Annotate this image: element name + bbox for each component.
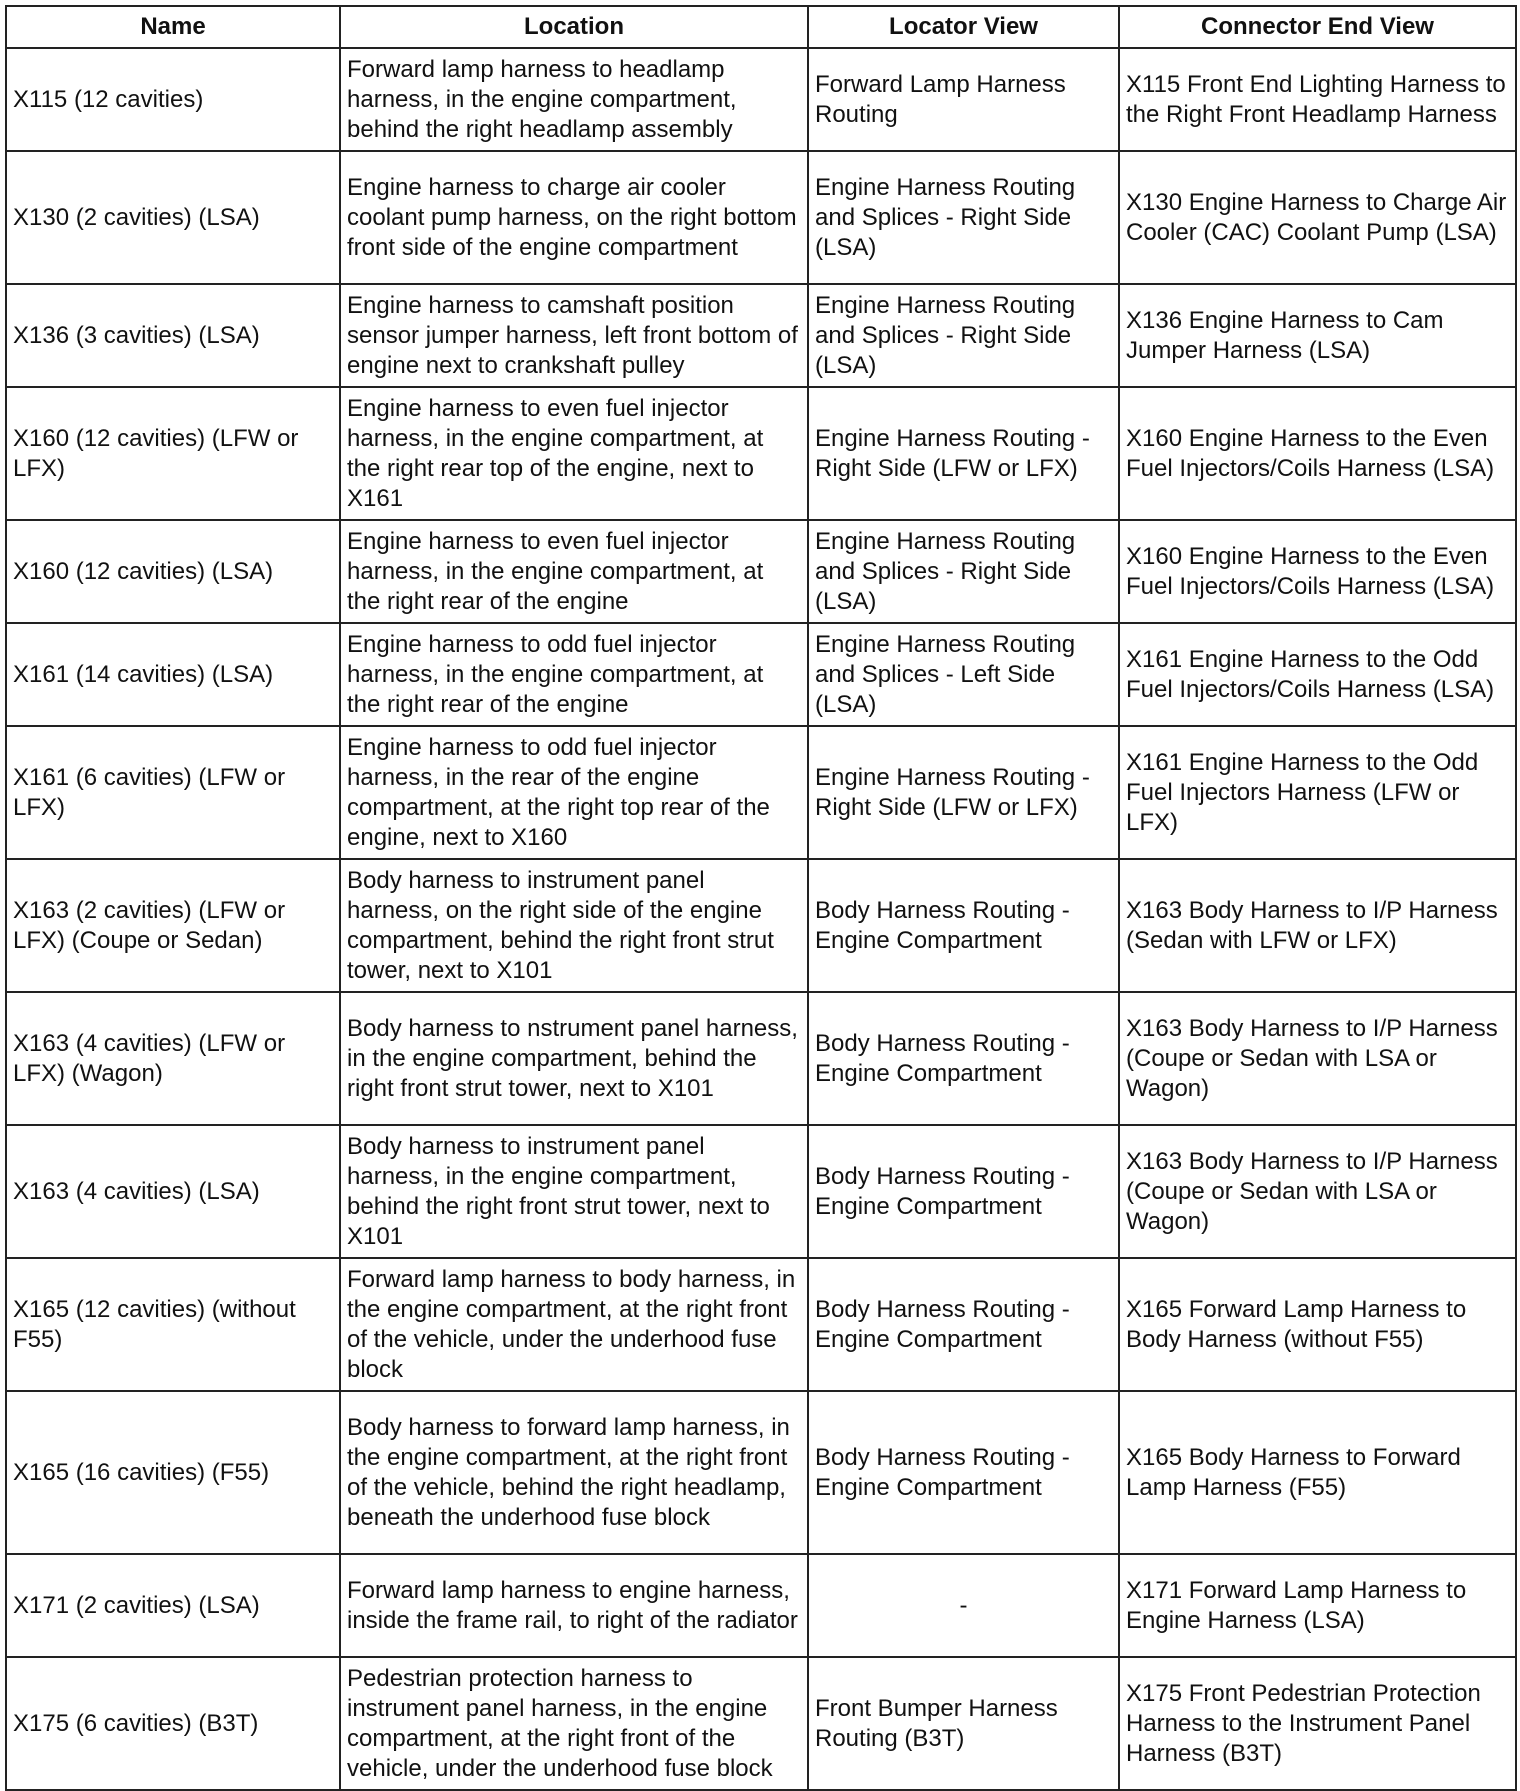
cell-locator-view: Engine Harness Routing and Splices - Right Side (LSA) <box>808 151 1119 284</box>
cell-connector-end-view: X160 Engine Harness to the Even Fuel Injectors/Coils Harness (LSA) <box>1119 520 1516 623</box>
cell-location: Engine harness to even fuel injector harness, in the engine compartment, at the right rear of the engine <box>340 520 808 623</box>
cell-location: Engine harness to camshaft position sensor jumper harness, left front bottom of engine next to crankshaft pulley <box>340 284 808 387</box>
cell-name: X115 (12 cavities) <box>6 48 340 151</box>
table-row <box>6 1657 1516 1790</box>
table-row <box>6 1125 1516 1258</box>
cell-location: Body harness to forward lamp harness, in the engine compartment, at the right front of the vehicle, behind the right headlamp, beneath the underhood fuse block <box>340 1391 808 1554</box>
cell-locator-view: Body Harness Routing - Engine Compartment <box>808 1391 1119 1554</box>
cell-locator-view: Body Harness Routing - Engine Compartment <box>808 992 1119 1125</box>
cell-locator-view: Engine Harness Routing and Splices - Right Side (LSA) <box>808 520 1119 623</box>
header-name: Name <box>6 6 340 48</box>
cell-connector-end-view: X163 Body Harness to I/P Harness (Coupe or Sedan with LSA or Wagon) <box>1119 1125 1516 1258</box>
table-row <box>6 992 1516 1125</box>
table-row <box>6 284 1516 387</box>
table-row <box>6 1258 1516 1391</box>
cell-connector-end-view: X130 Engine Harness to Charge Air Cooler (CAC) Coolant Pump (LSA) <box>1119 151 1516 284</box>
cell-location: Engine harness to odd fuel injector harness, in the rear of the engine compartment, at the right top rear of the engine, next to X160 <box>340 726 808 859</box>
cell-connector-end-view: X171 Forward Lamp Harness to Engine Harness (LSA) <box>1119 1554 1516 1657</box>
cell-location: Forward lamp harness to engine harness, inside the frame rail, to right of the radiator <box>340 1554 808 1657</box>
cell-name: X161 (14 cavities) (LSA) <box>6 623 340 726</box>
cell-locator-view: - <box>808 1554 1119 1657</box>
header-location: Location <box>340 6 808 48</box>
connector-table <box>5 5 1517 1791</box>
cell-connector-end-view: X175 Front Pedestrian Protection Harness to the Instrument Panel Harness (B3T) <box>1119 1657 1516 1790</box>
cell-locator-view: Engine Harness Routing - Right Side (LFW or LFX) <box>808 726 1119 859</box>
table-row <box>6 1554 1516 1657</box>
table-row <box>6 726 1516 859</box>
cell-locator-view: Body Harness Routing - Engine Compartment <box>808 1258 1119 1391</box>
cell-locator-view: Engine Harness Routing - Right Side (LFW or LFX) <box>808 387 1119 520</box>
cell-location: Forward lamp harness to headlamp harness, in the engine compartment, behind the right headlamp assembly <box>340 48 808 151</box>
cell-location: Body harness to instrument panel harness, on the right side of the engine compartment, behind the right front strut tower, next to X101 <box>340 859 808 992</box>
header-row <box>6 6 1516 48</box>
table-row <box>6 859 1516 992</box>
header-connector-end-view: Connector End View <box>1119 6 1516 48</box>
cell-locator-view: Front Bumper Harness Routing (B3T) <box>808 1657 1119 1790</box>
cell-name: X175 (6 cavities) (B3T) <box>6 1657 340 1790</box>
table-row <box>6 623 1516 726</box>
cell-connector-end-view: X160 Engine Harness to the Even Fuel Injectors/Coils Harness (LSA) <box>1119 387 1516 520</box>
cell-location: Engine harness to charge air cooler coolant pump harness, on the right bottom front side of the engine compartment <box>340 151 808 284</box>
cell-name: X160 (12 cavities) (LFW or LFX) <box>6 387 340 520</box>
cell-connector-end-view: X136 Engine Harness to Cam Jumper Harness (LSA) <box>1119 284 1516 387</box>
cell-connector-end-view: X161 Engine Harness to the Odd Fuel Injectors Harness (LFW or LFX) <box>1119 726 1516 859</box>
cell-name: X163 (2 cavities) (LFW or LFX) (Coupe or Sedan) <box>6 859 340 992</box>
cell-name: X136 (3 cavities) (LSA) <box>6 284 340 387</box>
cell-locator-view: Engine Harness Routing and Splices - Right Side (LSA) <box>808 284 1119 387</box>
document-page <box>5 5 1515 1791</box>
cell-name: X171 (2 cavities) (LSA) <box>6 1554 340 1657</box>
cell-connector-end-view: X165 Forward Lamp Harness to Body Harness (without F55) <box>1119 1258 1516 1391</box>
cell-location: Forward lamp harness to body harness, in the engine compartment, at the right front of the vehicle, under the underhood fuse block <box>340 1258 808 1391</box>
cell-locator-view: Body Harness Routing - Engine Compartment <box>808 1125 1119 1258</box>
header-locator-view: Locator View <box>808 6 1119 48</box>
cell-location: Body harness to nstrument panel harness, in the engine compartment, behind the right front strut tower, next to X101 <box>340 992 808 1125</box>
cell-location: Engine harness to odd fuel injector harness, in the engine compartment, at the right rear of the engine <box>340 623 808 726</box>
cell-connector-end-view: X115 Front End Lighting Harness to the Right Front Headlamp Harness <box>1119 48 1516 151</box>
cell-name: X160 (12 cavities) (LSA) <box>6 520 340 623</box>
table-row <box>6 520 1516 623</box>
cell-name: X163 (4 cavities) (LSA) <box>6 1125 340 1258</box>
table-row <box>6 387 1516 520</box>
cell-name: X165 (16 cavities) (F55) <box>6 1391 340 1554</box>
cell-name: X163 (4 cavities) (LFW or LFX) (Wagon) <box>6 992 340 1125</box>
cell-connector-end-view: X165 Body Harness to Forward Lamp Harness (F55) <box>1119 1391 1516 1554</box>
cell-connector-end-view: X163 Body Harness to I/P Harness (Coupe or Sedan with LSA or Wagon) <box>1119 992 1516 1125</box>
cell-locator-view: Body Harness Routing - Engine Compartment <box>808 859 1119 992</box>
cell-location: Body harness to instrument panel harness, in the engine compartment, behind the right front strut tower, next to X101 <box>340 1125 808 1258</box>
cell-connector-end-view: X163 Body Harness to I/P Harness (Sedan with LFW or LFX) <box>1119 859 1516 992</box>
cell-name: X161 (6 cavities) (LFW or LFX) <box>6 726 340 859</box>
cell-location: Engine harness to even fuel injector harness, in the engine compartment, at the right rear top of the engine, next to X161 <box>340 387 808 520</box>
table-row <box>6 1391 1516 1554</box>
cell-name: X165 (12 cavities) (without F55) <box>6 1258 340 1391</box>
cell-connector-end-view: X161 Engine Harness to the Odd Fuel Injectors/Coils Harness (LSA) <box>1119 623 1516 726</box>
cell-location: Pedestrian protection harness to instrument panel harness, in the engine compartment, at the right front of the vehicle, under the underhood fuse block <box>340 1657 808 1790</box>
table-row <box>6 48 1516 151</box>
table-row <box>6 151 1516 284</box>
cell-locator-view: Forward Lamp Harness Routing <box>808 48 1119 151</box>
cell-locator-view: Engine Harness Routing and Splices - Left Side (LSA) <box>808 623 1119 726</box>
cell-name: X130 (2 cavities) (LSA) <box>6 151 340 284</box>
